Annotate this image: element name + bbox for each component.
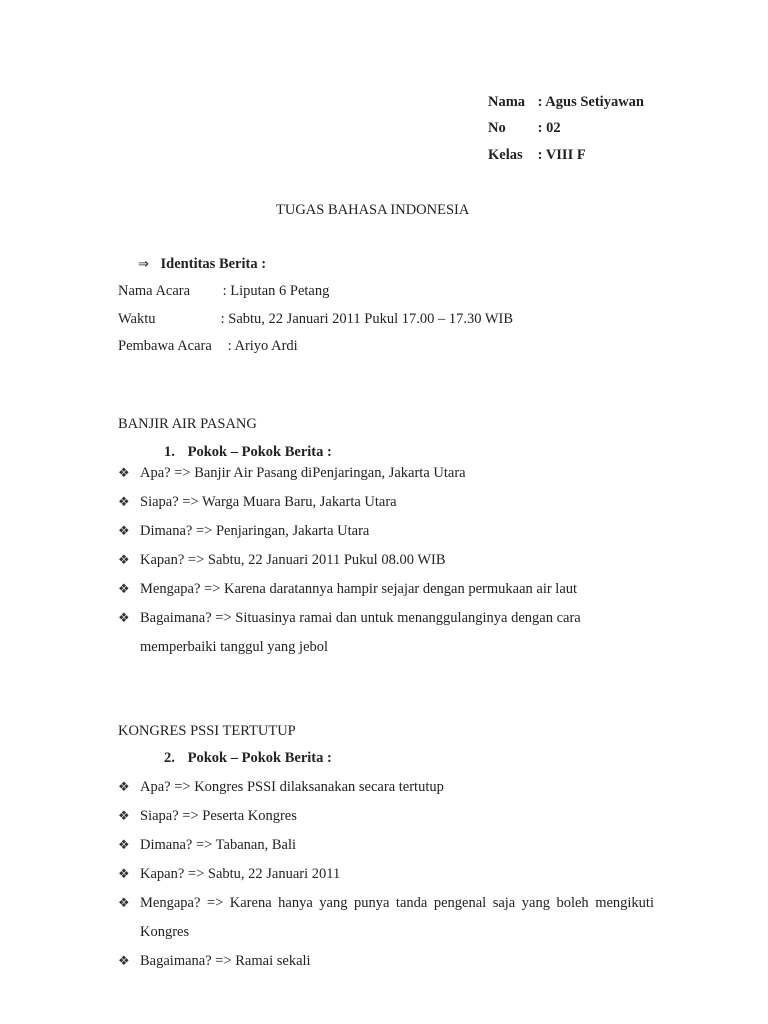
identitas-heading-label: Identitas Berita : <box>160 256 267 272</box>
list-item-text: Mengapa? => Karena hanya yang punya tanda pengenal saja yang boleh mengikuti Kongres <box>140 895 654 940</box>
list-item-text: Bagaimana? => Ramai sekali <box>140 953 311 969</box>
student-name-line <box>488 94 644 111</box>
number-label: No <box>488 120 506 136</box>
diamond-bullet-icon: ❖ <box>118 779 130 794</box>
diamond-bullet-icon: ❖ <box>118 465 130 480</box>
name-label: Nama <box>488 94 526 110</box>
document-title: TUGAS BAHASA INDONESIA <box>276 202 470 218</box>
diamond-bullet-icon: ❖ <box>118 866 130 881</box>
diamond-bullet-icon: ❖ <box>118 953 130 968</box>
diamond-bullet-icon: ❖ <box>118 808 130 823</box>
identitas-label: Waktu <box>118 311 156 327</box>
list-item-text: Apa? => Kongres PSSI dilaksanakan secara tertutup <box>140 779 444 795</box>
identitas-value: : Liputan 6 Petang <box>222 283 330 299</box>
diamond-bullet-icon: ❖ <box>118 837 130 852</box>
student-class-line <box>488 147 586 164</box>
identitas-row-time <box>118 311 513 328</box>
diamond-bullet-icon: ❖ <box>118 581 130 596</box>
list-item-text: Kapan? => Sabtu, 22 Januari 2011 Pukul 08.00 WIB <box>140 552 446 568</box>
list-item-text: Dimana? => Tabanan, Bali <box>140 837 296 853</box>
diamond-bullet-icon: ❖ <box>118 895 130 910</box>
list-item-text: Siapa? => Warga Muara Baru, Jakarta Utara <box>140 494 397 510</box>
identitas-row-program <box>118 283 329 300</box>
list-item-text: Mengapa? => Karena daratannya hampir sejajar dengan permukaan air laut <box>140 581 578 597</box>
subheading-label: Pokok – Pokok Berita : <box>187 444 332 460</box>
section-number: 1. <box>164 444 175 460</box>
identitas-value: : Sabtu, 22 Januari 2011 Pukul 17.00 – 17.30 WIB <box>220 311 514 327</box>
section-title-banjir: BANJIR AIR PASANG <box>118 416 257 432</box>
identitas-label: Nama Acara <box>118 283 191 299</box>
identitas-row-presenter <box>118 338 298 355</box>
student-number-line <box>488 120 561 137</box>
class-label: Kelas <box>488 147 523 163</box>
list-item-text: Dimana? => Penjaringan, Jakarta Utara <box>140 523 370 539</box>
identitas-label: Pembawa Acara <box>118 338 212 354</box>
diamond-bullet-icon: ❖ <box>118 494 130 509</box>
diamond-bullet-icon: ❖ <box>118 523 130 538</box>
diamond-bullet-icon: ❖ <box>118 552 130 567</box>
list-item-text: Bagaimana? => Situasinya ramai dan untuk menanggulanginya dengan cara memperbaiki tanggul yang jebol <box>140 610 581 655</box>
section-subheading <box>164 750 332 767</box>
subheading-label: Pokok – Pokok Berita : <box>187 750 332 766</box>
section-title-kongres: KONGRES PSSI TERTUTUP <box>118 723 296 739</box>
number-value: : 02 <box>537 120 561 136</box>
list-item-text: Apa? => Banjir Air Pasang diPenjaringan, Jakarta Utara <box>140 465 466 481</box>
identitas-heading <box>138 256 266 273</box>
class-value: : VIII F <box>537 147 586 163</box>
list-item-text: Kapan? => Sabtu, 22 Januari 2011 <box>140 866 341 882</box>
name-value: : Agus Setiyawan <box>537 94 644 110</box>
diamond-bullet-icon: ❖ <box>118 610 130 625</box>
implies-arrow-icon: ⇒ <box>138 257 149 272</box>
list-item-text: Siapa? => Peserta Kongres <box>140 808 297 824</box>
section-number: 2. <box>164 750 175 766</box>
identitas-value: : Ariyo Ardi <box>227 338 298 354</box>
